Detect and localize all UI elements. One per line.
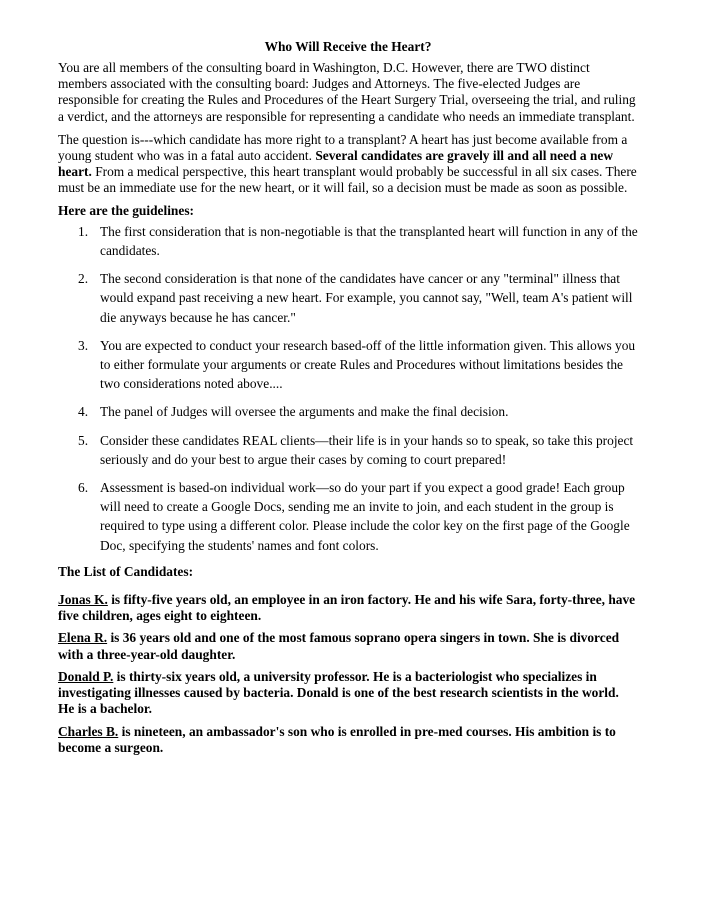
candidate-description: is 36 years old and one of the most famous soprano opera singers in town. She is divorced with a three-year-old daughter. [58, 630, 620, 662]
guideline-number: 4. [78, 404, 89, 420]
guideline-text: Consider these candidates REAL clients—their life is in your hands so to speak, so take this project seriously and do your best to argue their cases by coming to court prepared! [100, 432, 634, 467]
intro-paragraph: You are all members of the consulting board in Washington, D.C. However, there are TWO distinct members associated with the consulting board: Judges and Attorneys. The five-elected Judges are responsible for creating the Rules and Procedures of the Heart Surgery Trial, overseeing the trial, and ruling a verdict, and the attorneys are responsible for representing a candidate who needs an immediate transplant. [58, 60, 636, 124]
guideline-item [58, 336, 638, 394]
candidate-entry [58, 630, 638, 662]
guidelines-list [58, 222, 638, 555]
guideline-text: The second consideration is that none of the candidates have cancer or any "terminal" illness that would expand past receiving a new heart. For example, you cannot say, "Well, team A's patient will die anyways because he has cancer." [100, 271, 633, 325]
candidate-entry [58, 592, 638, 624]
guideline-number: 3. [78, 337, 89, 353]
guideline-item [58, 478, 638, 555]
question-paragraph [58, 132, 638, 197]
candidate-name: Donald P. [58, 668, 114, 684]
guideline-item [58, 402, 638, 421]
guideline-number: 6. [78, 480, 89, 496]
document-page [58, 39, 638, 762]
candidate-entry [58, 669, 638, 718]
guideline-number: 2. [78, 271, 89, 287]
question-text-bold: Several candidates are gravely ill and all need a new heart. [58, 148, 614, 180]
candidate-entry [58, 724, 638, 756]
candidate-name: Elena R. [58, 630, 108, 646]
guideline-number: 5. [78, 432, 89, 448]
guideline-text: You are expected to conduct your research based-off of the little information given. This allows you to either formulate your arguments or create Rules and Procedures without limitations besides the two considerations noted above.... [100, 337, 636, 392]
guideline-item [58, 269, 638, 327]
guideline-text: Assessment is based-on individual work—so do your part if you expect a good grade! Each group will need to create a Google Docs, sending me an invite to join, and each student in the group is required to type using a different color. Please include the color key on the first page of the Google Doc, specifying the students' names and font colors. [100, 480, 630, 553]
question-text-end: From a medical perspective, this heart transplant would probably be successful in all six cases. There must be an immediate use for the new heart, or it will fail, so a decision must be made as soon as possible. [58, 164, 637, 196]
candidate-name: Charles B. [58, 723, 119, 739]
guideline-item [58, 431, 638, 469]
candidate-name: Jonas K. [58, 592, 108, 608]
question-text-start: The question is---which candidate has more right to a transplant? A heart has just become available from a young student who was in a fatal auto accident. [58, 131, 628, 164]
candidate-description: is thirty-six years old, a university professor. He is a bacteriologist who specializes in investigating illnesses caused by bacteria. Donald is one of the best research scientists in the world. He is a bachelor. [58, 668, 619, 717]
candidate-description: is nineteen, an ambassador's son who is enrolled in pre-med courses. His ambition is to become a surgeon. [58, 723, 616, 755]
candidate-description: is fifty-five years old, an employee in an iron factory. He and his wife Sara, forty-three, have five children, ages eight to eighteen. [58, 592, 636, 624]
document-title: Who Will Receive the Heart? [264, 39, 432, 54]
guideline-text: The panel of Judges will oversee the arguments and make the final decision. [100, 404, 509, 420]
guideline-number: 1. [78, 223, 89, 239]
candidates-heading: The List of Candidates: [58, 563, 194, 579]
guideline-item [58, 222, 638, 260]
guideline-text: The first consideration that is non-negotiable is that the transplanted heart will function in any of the candidates. [100, 223, 638, 259]
guidelines-heading: Here are the guidelines: [58, 202, 194, 218]
